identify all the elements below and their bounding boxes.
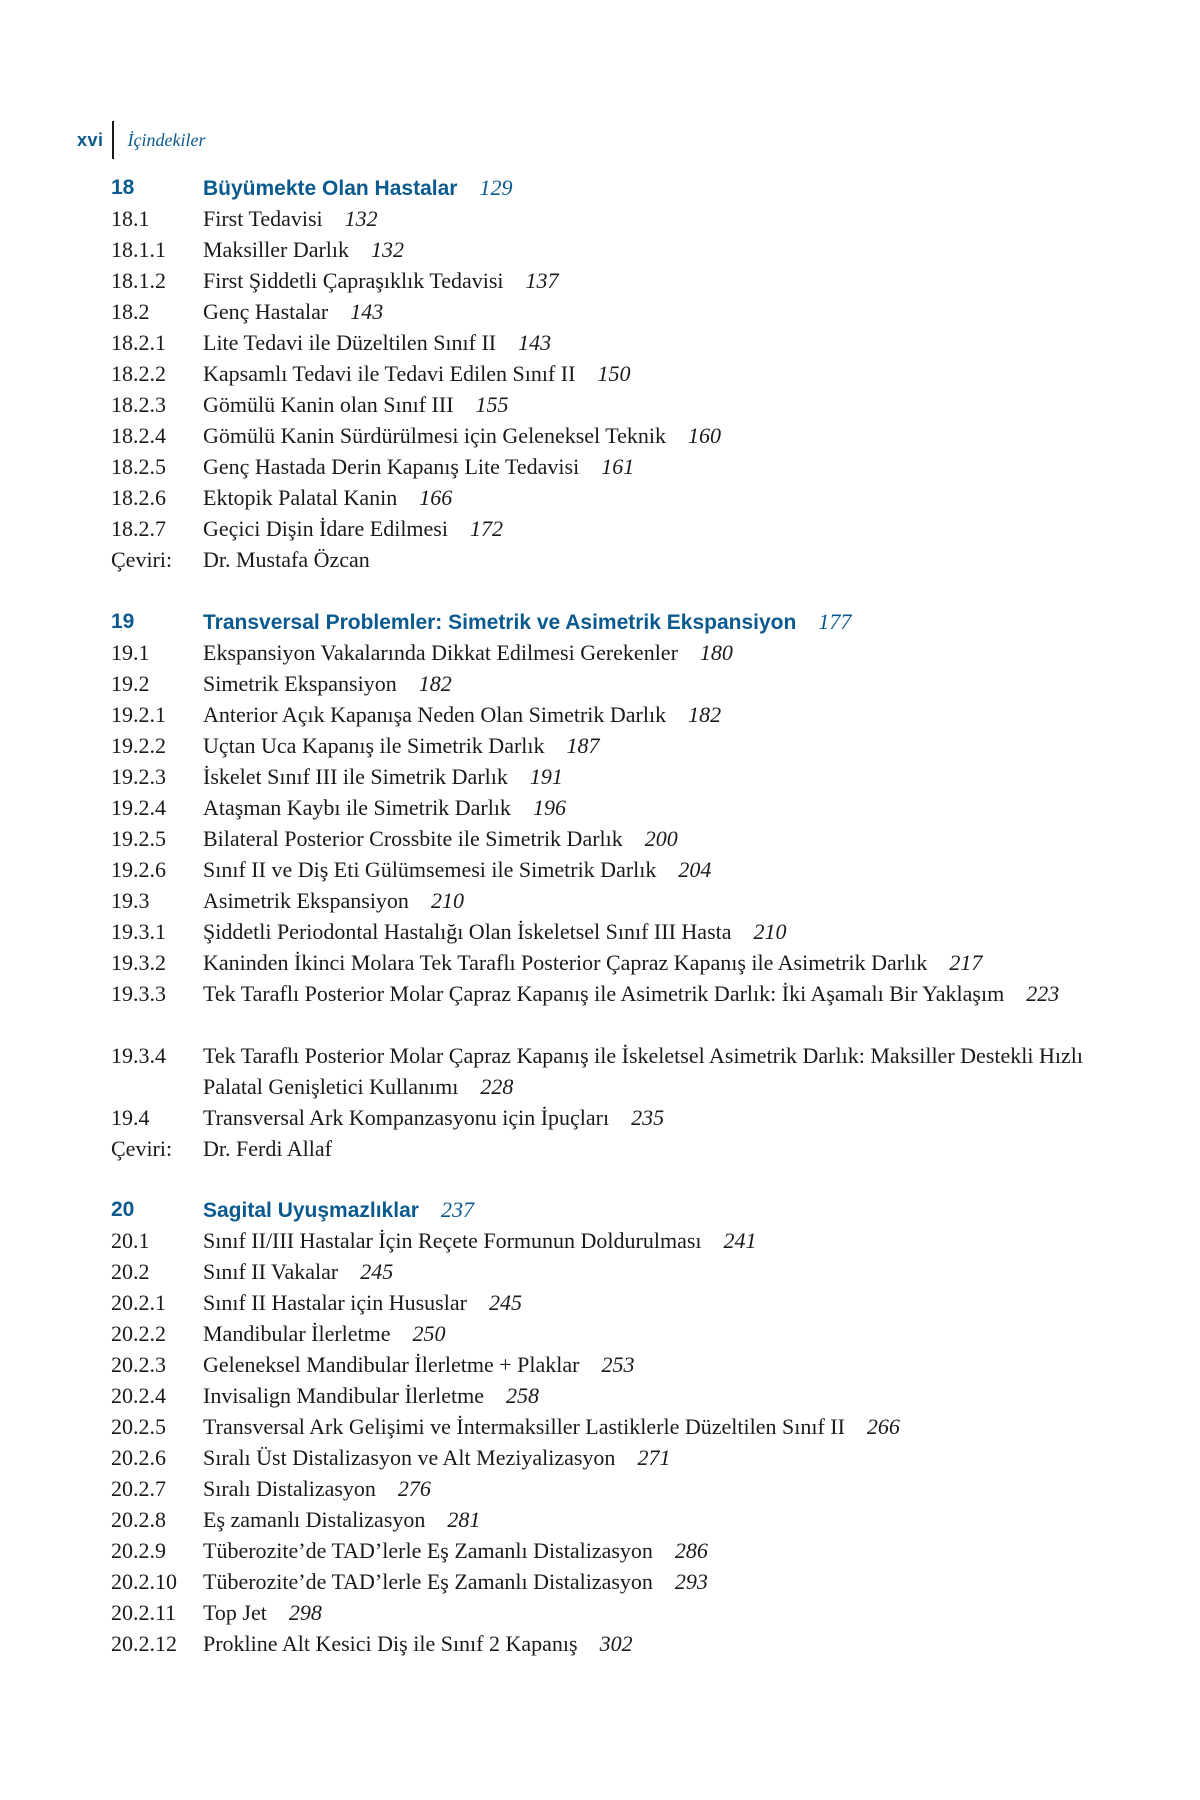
- toc-entry: [111, 1349, 1140, 1380]
- entry-title: Eş zamanlı Distalizasyon: [203, 1507, 426, 1532]
- entry-page: 271: [637, 1445, 671, 1470]
- entry-text: [203, 761, 1140, 792]
- entry-number: 18.2.5: [111, 454, 166, 479]
- entry-text: [203, 823, 1140, 854]
- entry-page: 161: [601, 454, 635, 479]
- toc-entry: [111, 792, 1140, 823]
- entry-text: [203, 1380, 1140, 1411]
- entry-number: 19.2.1: [111, 701, 166, 727]
- entry-number: 20.2.5: [111, 1414, 166, 1439]
- entry-page: 217: [949, 949, 983, 975]
- entry-page: 200: [644, 825, 678, 851]
- toc-entry: [111, 761, 1140, 792]
- chapter-heading: [111, 1194, 1140, 1225]
- entry-title: Sınıf II Vakalar: [203, 1259, 339, 1284]
- entry-number: 18.2.6: [111, 485, 166, 510]
- translator-name: Dr. Mustafa Özcan: [203, 547, 370, 572]
- chapter-page: 177: [818, 608, 852, 634]
- entry-page: 253: [601, 1352, 635, 1377]
- entry-text: [203, 203, 1140, 234]
- entry-page: 276: [397, 1476, 431, 1501]
- entry-page: 258: [506, 1383, 540, 1408]
- toc-entry: [111, 1040, 1140, 1102]
- entry-number: 19.1: [111, 639, 150, 665]
- entry-text: [203, 637, 1140, 668]
- entry-text: [203, 1411, 1140, 1442]
- translator-name: Dr. Ferdi Allaf: [203, 1135, 332, 1161]
- entry-page: 182: [688, 701, 722, 727]
- entry-page: 187: [566, 732, 600, 758]
- entry-page: 137: [525, 268, 559, 293]
- toc-entry: [111, 1380, 1140, 1411]
- chapter-title: Sagital Uyuşmazlıklar: [203, 1199, 419, 1222]
- toc-entry: [111, 1287, 1140, 1318]
- entry-title: Sınıf II/III Hastalar İçin Reçete Formunun Doldurulması: [203, 1228, 702, 1253]
- entry-title: Maksiller Darlık: [203, 237, 350, 262]
- entry-number: 18.2.3: [111, 392, 166, 417]
- toc-entry: [111, 1442, 1140, 1473]
- toc-entry: [111, 327, 1140, 358]
- entry-text: [203, 792, 1140, 823]
- entry-page: 132: [344, 206, 378, 231]
- entry-page: 132: [371, 237, 405, 262]
- entry-title: Transversal Ark Kompanzasyonu için İpuçları: [203, 1104, 610, 1130]
- entry-number: 18.2.4: [111, 423, 166, 448]
- toc-entry: [111, 296, 1140, 327]
- entry-page: 266: [866, 1414, 900, 1439]
- entry-number: 19.2.6: [111, 856, 166, 882]
- toc-entry: [111, 451, 1140, 482]
- toc-entry: [111, 668, 1140, 699]
- entry-number: 20.2: [111, 1259, 150, 1284]
- entry-number: 18.2.1: [111, 330, 166, 355]
- entry-title: Top Jet: [203, 1600, 267, 1625]
- chapter-title-line: [203, 1194, 1140, 1225]
- entry-page: 191: [529, 763, 563, 789]
- entry-title: Ektopik Palatal Kanin: [203, 485, 398, 510]
- toc-entry: [111, 947, 1140, 978]
- chapter-page: 129: [479, 175, 513, 200]
- entry-text: [203, 265, 1140, 296]
- entry-title: Bilateral Posterior Crossbite ile Simetrik Darlık: [203, 825, 623, 851]
- entry-title: Ekspansiyon Vakalarında Dikkat Edilmesi Gerekenler: [203, 639, 678, 665]
- toc-entry: [111, 358, 1140, 389]
- entry-title: Uçtan Uca Kapanış ile Simetrik Darlık: [203, 732, 545, 758]
- toc-entry: [111, 637, 1140, 668]
- running-title: İçindekiler: [127, 129, 206, 150]
- entry-text: [203, 1318, 1140, 1349]
- entry-text: [203, 1256, 1140, 1287]
- entry-number: 19.3.2: [111, 949, 166, 975]
- entry-number: 18.1.1: [111, 237, 166, 262]
- toc-entry: [111, 978, 1140, 1040]
- entry-text: [203, 234, 1140, 265]
- entry-number: 20.2.3: [111, 1352, 166, 1377]
- entry-number: 18.1: [111, 206, 150, 231]
- chapter-section: [111, 1194, 1140, 1659]
- toc-entry: [111, 389, 1140, 420]
- toc-entry: [111, 234, 1140, 265]
- entry-text: [203, 1040, 1140, 1102]
- entry-number: 19.3.4: [111, 1042, 166, 1068]
- entry-number: 18.2.2: [111, 361, 166, 386]
- entry-title: Tek Taraflı Posterior Molar Çapraz Kapanış ile İskeletsel Asimetrik Darlık: Maksiller Destekli Hızlı Palatal Genişletici Kullanımı: [203, 1042, 1083, 1099]
- entry-title: Gömülü Kanin olan Sınıf III: [203, 392, 454, 417]
- entry-text: [203, 1504, 1140, 1535]
- entry-text: [203, 296, 1140, 327]
- entry-number: 19.3: [111, 887, 150, 913]
- toc-entry: [111, 1504, 1140, 1535]
- entry-title: First Şiddetli Çapraşıklık Tedavisi: [203, 268, 504, 293]
- entry-text: [203, 389, 1140, 420]
- entry-title: Tek Taraflı Posterior Molar Çapraz Kapanış ile Asimetrik Darlık: İki Aşamalı Bir Yaklaşım: [203, 980, 1005, 1006]
- entry-page: 286: [674, 1538, 708, 1563]
- entry-text: [203, 1535, 1140, 1566]
- entry-title: Tüberozite’de TAD’lerle Eş Zamanlı Distalizasyon: [203, 1569, 653, 1594]
- entry-page: 228: [480, 1073, 514, 1099]
- entry-text: [203, 482, 1140, 513]
- entry-number: 20.2.1: [111, 1290, 166, 1315]
- chapter-section: [111, 172, 1140, 575]
- toc-entry: [111, 203, 1140, 234]
- entry-text: [203, 513, 1140, 544]
- entry-page: 196: [532, 794, 566, 820]
- entry-page: 298: [288, 1600, 322, 1625]
- entry-text: [203, 1287, 1140, 1318]
- entry-page: 223: [1026, 980, 1060, 1006]
- toc-entry: [111, 823, 1140, 854]
- entry-page: 210: [753, 918, 787, 944]
- entry-title: Geçici Dişin İdare Edilmesi: [203, 516, 448, 541]
- toc-entry: [111, 1256, 1140, 1287]
- entry-text: [203, 916, 1140, 947]
- entry-number: 19.4: [111, 1104, 150, 1130]
- entry-number: 20.2.9: [111, 1538, 166, 1563]
- entry-title: Genç Hastada Derin Kapanış Lite Tedavisi: [203, 454, 580, 479]
- entry-text: [203, 1225, 1140, 1256]
- running-header: [77, 120, 206, 160]
- entry-page: 172: [469, 516, 503, 541]
- chapter-title: Transversal Problemler: Simetrik ve Asimetrik Ekspansiyon: [203, 610, 797, 634]
- entry-page: 180: [699, 639, 733, 665]
- chapter-page: 237: [440, 1197, 474, 1222]
- entry-page: 235: [631, 1104, 665, 1130]
- entry-title: Lite Tedavi ile Düzeltilen Sınıf II: [203, 330, 497, 355]
- entry-title: Kapsamlı Tedavi ile Tedavi Edilen Sınıf II: [203, 361, 576, 386]
- entry-text: [203, 854, 1140, 885]
- entry-title: İskelet Sınıf III ile Simetrik Darlık: [203, 763, 508, 789]
- entry-number: 18.2.7: [111, 516, 166, 541]
- entry-page: 143: [350, 299, 384, 324]
- entry-title: Asimetrik Ekspansiyon: [203, 887, 409, 913]
- toc-entry: [111, 1318, 1140, 1349]
- entry-title: Şiddetli Periodontal Hastalığı Olan İskeletsel Sınıf III Hasta: [203, 918, 732, 944]
- header-divider: [112, 121, 114, 159]
- entry-text: [203, 947, 1140, 978]
- entry-page: 245: [360, 1259, 394, 1284]
- chapter-number: 20: [111, 1198, 135, 1221]
- entry-title: Sınıf II ve Diş Eti Gülümsemesi ile Simetrik Darlık: [203, 856, 657, 882]
- toc-entry: [111, 420, 1140, 451]
- toc-entry: [111, 885, 1140, 916]
- entry-title: Geleneksel Mandibular İlerletme + Plaklar: [203, 1352, 580, 1377]
- entry-number: 18.2: [111, 299, 150, 324]
- entry-number: 19.2.4: [111, 794, 166, 820]
- entry-text: [203, 699, 1140, 730]
- entry-number: 19.2.5: [111, 825, 166, 851]
- entry-page: 143: [518, 330, 552, 355]
- chapter-number: 19: [111, 609, 135, 633]
- entry-title: First Tedavisi: [203, 206, 323, 231]
- entry-number: 20.2.10: [111, 1569, 177, 1594]
- entry-text: [203, 730, 1140, 761]
- entry-number: 20.2.11: [111, 1600, 177, 1625]
- entry-number: 19.2.3: [111, 763, 166, 789]
- entry-text: [203, 1102, 1140, 1133]
- entry-page: 150: [597, 361, 631, 386]
- entry-number: 20.2.4: [111, 1383, 166, 1408]
- translator-line: [111, 1133, 1140, 1164]
- toc-entry: [111, 1411, 1140, 1442]
- toc-entry: [111, 1102, 1140, 1133]
- chapter-title: Büyümekte Olan Hastalar: [203, 177, 458, 200]
- entry-number: 20.1: [111, 1228, 150, 1253]
- entry-page: 166: [419, 485, 453, 510]
- entry-text: [203, 978, 1140, 1040]
- entry-text: [203, 885, 1140, 916]
- toc-entry: [111, 265, 1140, 296]
- entry-title: Kaninden İkinci Molara Tek Taraflı Posterior Çapraz Kapanış ile Asimetrik Darlık: [203, 949, 928, 975]
- entry-title: Invisalign Mandibular İlerletme: [203, 1383, 485, 1408]
- entry-title: Sınıf II Hastalar için Hususlar: [203, 1290, 467, 1315]
- entry-page: 293: [674, 1569, 708, 1594]
- translator-label: Çeviri:: [111, 1135, 173, 1161]
- toc-entry: [111, 916, 1140, 947]
- entry-page: 245: [488, 1290, 522, 1315]
- entry-text: [203, 1349, 1140, 1380]
- chapter-title-line: [203, 606, 1140, 637]
- entry-page: 281: [447, 1507, 481, 1532]
- entry-title: Gömülü Kanin Sürdürülmesi için Geleneksel Teknik: [203, 423, 667, 448]
- table-of-contents: [111, 172, 1140, 1690]
- entry-title: Anterior Açık Kapanışa Neden Olan Simetrik Darlık: [203, 701, 667, 727]
- toc-entry: [111, 482, 1140, 513]
- entry-page: 302: [599, 1631, 633, 1656]
- entry-text: [203, 327, 1140, 358]
- entry-text: [203, 451, 1140, 482]
- entry-title: Simetrik Ekspansiyon: [203, 670, 397, 696]
- entry-page: 182: [418, 670, 452, 696]
- entry-number: 19.2.2: [111, 732, 166, 758]
- chapter-heading: [111, 606, 1140, 637]
- entry-page: 155: [475, 392, 509, 417]
- chapter-number: 18: [111, 176, 135, 199]
- entry-text: [203, 358, 1140, 389]
- chapter-title-line: [203, 172, 1140, 203]
- entry-number: 20.2.8: [111, 1507, 166, 1532]
- entry-title: Sıralı Distalizasyon: [203, 1476, 376, 1501]
- toc-entry: [111, 699, 1140, 730]
- entry-title: Transversal Ark Gelişimi ve İntermaksiller Lastiklerle Düzeltilen Sınıf II: [203, 1414, 845, 1439]
- translator-line: [111, 544, 1140, 575]
- entry-text: [203, 668, 1140, 699]
- entry-title: Mandibular İlerletme: [203, 1321, 391, 1346]
- page-number: xvi: [77, 129, 104, 150]
- entry-text: [203, 1442, 1140, 1473]
- entry-text: [203, 1628, 1140, 1659]
- entry-title: Tüberozite’de TAD’lerle Eş Zamanlı Distalizasyon: [203, 1538, 653, 1563]
- entry-number: 19.3.3: [111, 980, 166, 1006]
- entry-page: 241: [723, 1228, 757, 1253]
- toc-entry: [111, 1597, 1140, 1628]
- toc-entry: [111, 1473, 1140, 1504]
- entry-page: 160: [688, 423, 722, 448]
- entry-text: [203, 1597, 1140, 1628]
- toc-entry: [111, 1566, 1140, 1597]
- entry-number: 20.2.7: [111, 1476, 166, 1501]
- toc-entry: [111, 854, 1140, 885]
- entry-number: 18.1.2: [111, 268, 166, 293]
- entry-title: Prokline Alt Kesici Diş ile Sınıf 2 Kapanış: [203, 1631, 578, 1656]
- chapter-section: [111, 606, 1140, 1164]
- entry-number: 20.2.12: [111, 1631, 177, 1656]
- entry-text: [203, 1473, 1140, 1504]
- entry-text: [203, 420, 1140, 451]
- entry-title: Ataşman Kaybı ile Simetrik Darlık: [203, 794, 511, 820]
- translator-label: Çeviri:: [111, 547, 173, 572]
- entry-page: 204: [678, 856, 712, 882]
- toc-entry: [111, 1535, 1140, 1566]
- toc-entry: [111, 513, 1140, 544]
- entry-number: 19.2: [111, 670, 150, 696]
- toc-entry: [111, 1225, 1140, 1256]
- entry-title: Genç Hastalar: [203, 299, 329, 324]
- entry-text: [203, 1566, 1140, 1597]
- toc-entry: [111, 1628, 1140, 1659]
- entry-page: 250: [412, 1321, 446, 1346]
- entry-number: 20.2.2: [111, 1321, 166, 1346]
- chapter-heading: [111, 172, 1140, 203]
- entry-title: Sıralı Üst Distalizasyon ve Alt Meziyalizasyon: [203, 1445, 616, 1470]
- entry-number: 20.2.6: [111, 1445, 166, 1470]
- toc-entry: [111, 730, 1140, 761]
- entry-number: 19.3.1: [111, 918, 166, 944]
- entry-page: 210: [430, 887, 464, 913]
